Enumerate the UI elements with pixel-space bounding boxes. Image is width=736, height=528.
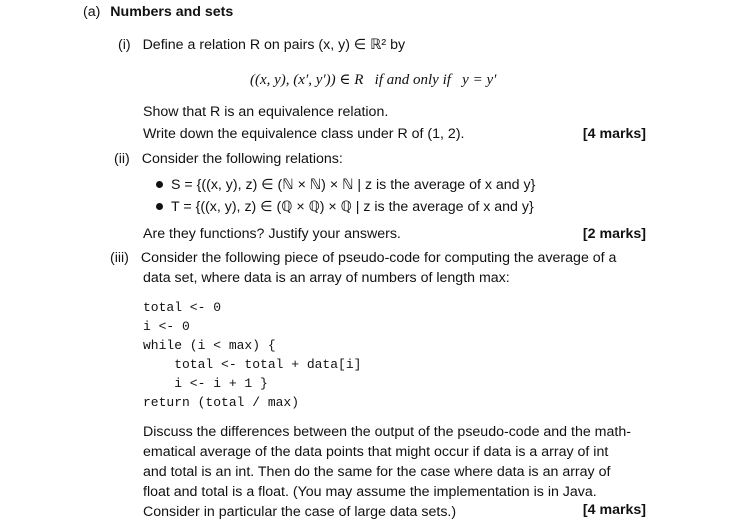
relation-t: T = {((x, y), z) ∈ (ℚ × ℚ) × ℚ | z is the average of x and y} [171, 199, 534, 215]
part-ii-label: (ii) [114, 151, 130, 167]
part-iii-intro-row [110, 250, 616, 266]
part-i-task-class: Write down the equivalence class under R of (1, 2). [143, 126, 465, 142]
code-line: i <- i + 1 } [143, 376, 268, 391]
discussion-line: Discuss the differences between the output of the pseudo-code and the math- [143, 424, 631, 440]
part-i-task-show: Show that R is an equivalence relation. [143, 104, 389, 120]
section-title: Numbers and sets [110, 4, 234, 20]
part-ii-intro-row [114, 151, 343, 167]
part-ii-intro: Consider the following relations: [141, 151, 343, 167]
part-iii-intro-line2: data set, where data is an array of numbers of length max: [143, 270, 510, 286]
code-line: while (i < max) { [143, 338, 276, 353]
part-ii-question: Are they functions? Justify your answers. [143, 226, 401, 242]
discussion-line: ematical average of the data points that might occur if data is a array of int [143, 444, 609, 460]
code-line: total <- total + data[i] [143, 357, 362, 372]
relation-s-item [156, 177, 535, 193]
relation-s: S = {((x, y), z) ∈ (ℕ × ℕ) × ℕ | z is the average of x and y} [171, 177, 536, 193]
part-i-marks: [4 marks] [582, 126, 646, 142]
part-iii-intro-line1: Consider the following piece of pseudo-code for computing the average of a [140, 250, 617, 266]
bullet-icon [156, 181, 163, 188]
section-heading [83, 4, 233, 20]
bullet-icon [156, 203, 163, 210]
code-line: return (total / max) [143, 395, 300, 410]
part-iii-label: (iii) [110, 250, 129, 266]
part-i-intro-row [118, 37, 405, 53]
pseudo-code-block [143, 298, 361, 412]
part-i-definition: ((x, y), (x′, y′)) ∈ R if and only if y = y′ [250, 72, 497, 88]
section-label: (a) [83, 4, 101, 20]
part-i-intro: Define a relation R on pairs (x, y) ∈ ℝ² by [142, 37, 406, 53]
relation-t-item [156, 199, 534, 215]
part-i-label: (i) [118, 37, 131, 53]
discussion-line: Consider in particular the case of large data sets.) [143, 504, 457, 520]
part-iii-discussion [143, 422, 631, 522]
code-line: total <- 0 [143, 300, 222, 315]
code-line: i <- 0 [143, 319, 190, 334]
discussion-line: and total is an int. Then do the same for the case where data is an array of [143, 464, 611, 480]
part-ii-marks: [2 marks] [582, 226, 646, 242]
discussion-line: float and total is a float. (You may assume the implementation is in Java. [143, 484, 597, 500]
part-iii-marks: [4 marks] [582, 502, 646, 518]
